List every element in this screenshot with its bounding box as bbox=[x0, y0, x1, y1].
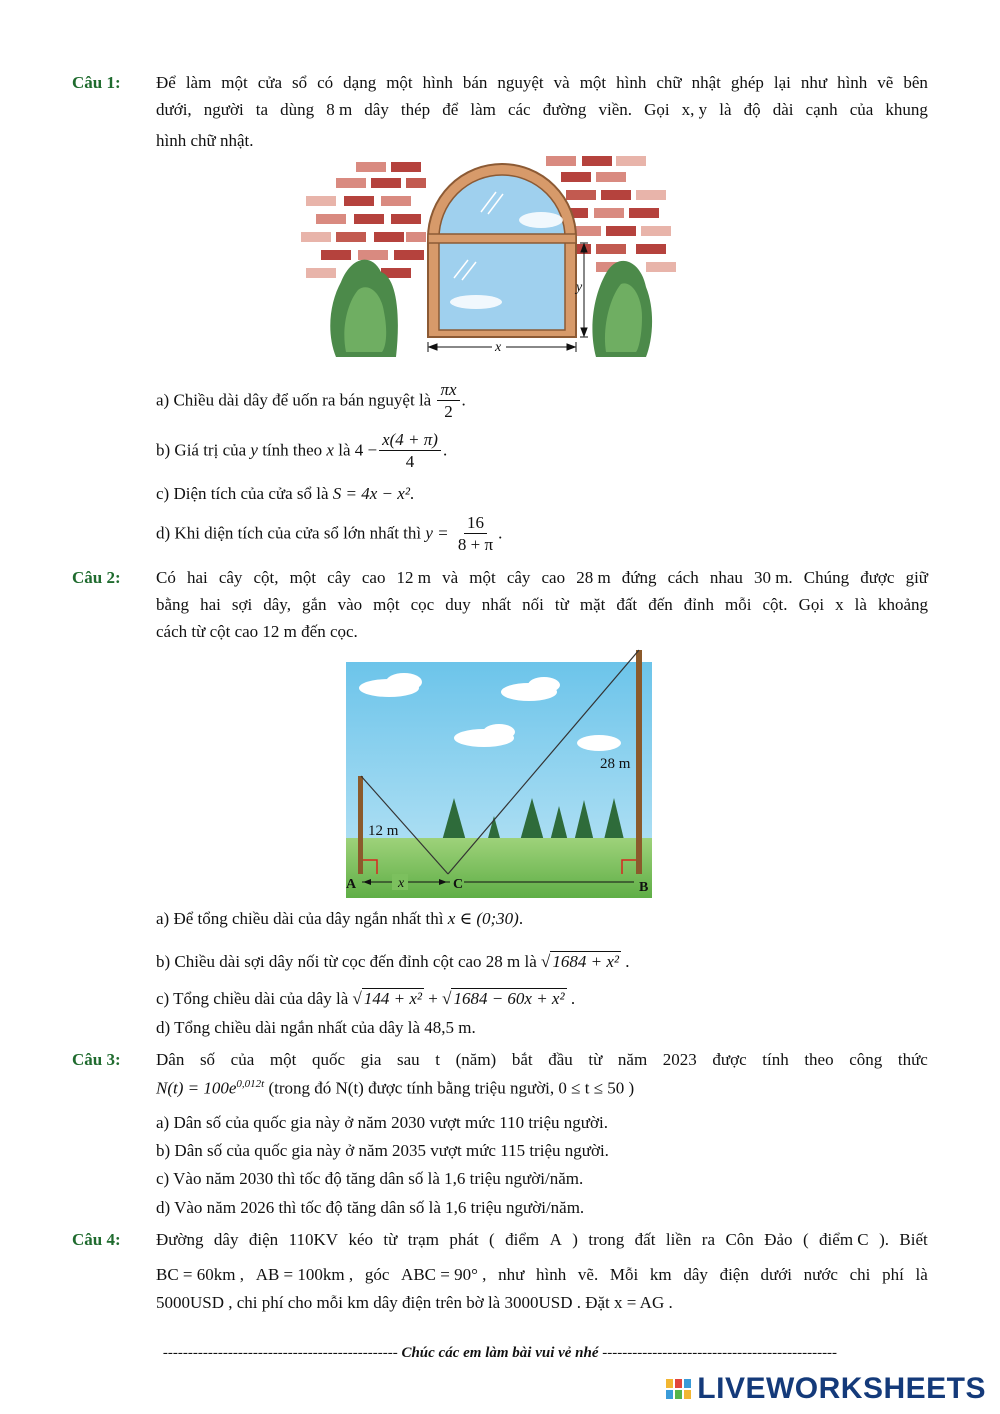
word: là bbox=[915, 1265, 928, 1284]
word: ghép bbox=[730, 73, 764, 92]
word: 110KV bbox=[288, 1230, 339, 1249]
q4-line-3: 5000USD , chi phí cho mỗi km dây điện trên bờ là 3000USD . Đặt x = AG . bbox=[156, 1293, 673, 1312]
word: cạnh bbox=[805, 100, 838, 119]
word: theo bbox=[804, 1050, 834, 1069]
word: cọc bbox=[410, 595, 435, 614]
word: khung bbox=[885, 100, 928, 119]
word: x bbox=[835, 595, 844, 614]
word: ( bbox=[489, 1230, 495, 1249]
word: nhật bbox=[691, 73, 721, 92]
word: đầu bbox=[548, 1050, 573, 1069]
word: 28 m bbox=[576, 568, 611, 587]
q1-line-1 bbox=[156, 73, 928, 93]
word: cột. bbox=[762, 595, 788, 614]
short-pole bbox=[358, 776, 363, 874]
word: vào bbox=[337, 595, 363, 614]
word: một bbox=[386, 73, 413, 92]
word: đứng bbox=[621, 568, 657, 587]
word: trong bbox=[588, 1230, 625, 1249]
word: 8 m bbox=[326, 100, 353, 119]
word: AB = 100km , bbox=[255, 1265, 354, 1284]
word: phát bbox=[449, 1230, 479, 1249]
word: đất bbox=[616, 595, 638, 614]
word: một bbox=[269, 1050, 297, 1069]
word: của bbox=[849, 100, 874, 119]
q1-option-b: b) Giá trị của y tính theo x là 4 − $\frac{x(4 + \pi)}{4}$ . bbox=[156, 430, 448, 471]
word: x, y bbox=[681, 100, 708, 119]
word: cao bbox=[361, 568, 386, 587]
word: và bbox=[553, 73, 570, 92]
word: Gọi bbox=[798, 595, 825, 614]
word: điểm bbox=[505, 1230, 540, 1249]
q1-line-2 bbox=[156, 100, 928, 120]
word: gắn bbox=[302, 595, 327, 614]
poles-figure bbox=[344, 648, 660, 898]
word: kéo bbox=[348, 1230, 373, 1249]
label-C: C bbox=[453, 877, 464, 892]
label-x: x bbox=[398, 876, 405, 891]
word: một bbox=[289, 568, 317, 587]
word: thép bbox=[400, 100, 431, 119]
word: đường bbox=[542, 100, 587, 119]
word: nhất bbox=[481, 595, 512, 614]
word: để bbox=[442, 100, 459, 119]
word: (năm) bbox=[455, 1050, 497, 1069]
word: gia bbox=[360, 1050, 382, 1069]
word: duy bbox=[445, 595, 471, 614]
word: đất bbox=[634, 1230, 656, 1249]
label-B: B bbox=[639, 880, 649, 895]
footer-message: ----------------------------------------------- Chúc các em làm bài vui vẻ nhé ----------------------------------------------- bbox=[162, 1345, 838, 1361]
word: dùng bbox=[280, 100, 315, 119]
word: các bbox=[507, 100, 531, 119]
question-4-label: Câu 4: bbox=[72, 1230, 121, 1249]
word: Biết bbox=[899, 1230, 928, 1249]
word: chi bbox=[849, 1265, 871, 1284]
word: từ bbox=[554, 595, 569, 614]
label-12m: 12 m bbox=[368, 823, 399, 839]
label-A: A bbox=[346, 877, 357, 892]
q1-line-3: hình chữ nhật. bbox=[156, 131, 254, 150]
word: Dân bbox=[156, 1050, 185, 1069]
word: vẽ bbox=[877, 73, 894, 92]
q2-line-3: cách từ cột cao 12 m đến cọc. bbox=[156, 622, 358, 641]
q1-option-a: a) Chiều dài dây để uốn ra bán nguyệt là $\frac{\pi x}{2}$ . bbox=[156, 380, 466, 421]
word: sau bbox=[396, 1050, 420, 1069]
word: như bbox=[498, 1265, 525, 1284]
q1-option-c: c) Diện tích của cửa sổ là S = 4x − x². bbox=[156, 484, 415, 503]
word: điện bbox=[719, 1265, 749, 1284]
word: một bbox=[373, 595, 400, 614]
tall-pole bbox=[636, 650, 642, 874]
word: một bbox=[469, 568, 496, 587]
word: hình bbox=[616, 73, 647, 92]
word: điện bbox=[248, 1230, 279, 1249]
q4-line-1 bbox=[156, 1230, 928, 1250]
word: dây bbox=[683, 1265, 708, 1284]
word: khoảng bbox=[877, 595, 928, 614]
word: Mỗi bbox=[609, 1265, 639, 1284]
word: từ bbox=[588, 1050, 603, 1069]
word: hai bbox=[186, 568, 208, 587]
word: Có bbox=[156, 568, 176, 587]
word: nối bbox=[522, 595, 544, 614]
word: dạng bbox=[343, 73, 377, 92]
word: lại bbox=[773, 73, 791, 92]
word: làm bbox=[185, 73, 212, 92]
word: Chúng bbox=[803, 568, 850, 587]
word: sợi bbox=[231, 595, 253, 614]
q2-option-a: a) Để tổng chiều dài của dây ngắn nhất thì x ∈ (0;30). bbox=[156, 909, 524, 928]
word: làm bbox=[470, 100, 496, 119]
word: đỉnh bbox=[683, 595, 714, 614]
word: 30 m. bbox=[753, 568, 793, 587]
q2-option-c: c) Tổng chiều dài của dây là √ 144 + x² + √ 1684 − 60x + x² . bbox=[156, 989, 576, 1008]
word: phí bbox=[882, 1265, 904, 1284]
q3-option-b: b) Dân số của quốc gia này ở năm 2035 vượt mức 115 triệu người. bbox=[156, 1141, 609, 1160]
word: bán bbox=[462, 73, 488, 92]
window-figure bbox=[296, 152, 688, 358]
word: quốc bbox=[311, 1050, 345, 1069]
q3-option-a: a) Dân số của quốc gia này ở năm 2030 vượt mức 110 triệu người. bbox=[156, 1113, 608, 1132]
window-frame bbox=[428, 164, 576, 337]
word: A bbox=[549, 1230, 562, 1249]
q2-option-b: b) Chiều dài sợi dây nối từ cọc đến đỉnh cột cao 28 m là √ 1684 + x² . bbox=[156, 952, 630, 971]
word: Côn bbox=[725, 1230, 754, 1249]
word: cột, bbox=[253, 568, 279, 587]
word: mỗi bbox=[725, 595, 752, 614]
word: Gọi bbox=[644, 100, 670, 119]
word: ( bbox=[802, 1230, 809, 1249]
fraction-pi-x-over-2: $\frac{\pi x}{2}$ bbox=[437, 380, 459, 423]
word: cao bbox=[541, 568, 566, 587]
q2-line-2 bbox=[156, 595, 928, 615]
fraction-16-over-8-plus-pi: $\frac{16}{8 + \pi}$ bbox=[457, 513, 494, 554]
word: hình bbox=[535, 1265, 567, 1284]
word: từ bbox=[383, 1230, 398, 1249]
label-y: y bbox=[576, 280, 583, 295]
q4-line-2 bbox=[156, 1265, 928, 1285]
q3-option-c: c) Vào năm 2030 thì tốc độ tăng dân số là 1,6 triệu người/năm. bbox=[156, 1169, 584, 1188]
q2-option-d: d) Tổng chiều dài ngắn nhất của dây là 48,5 m. bbox=[156, 1018, 476, 1037]
word: nguyệt bbox=[497, 73, 544, 92]
word: vẽ. bbox=[577, 1265, 599, 1284]
word: bắt bbox=[511, 1050, 533, 1069]
word: chữ bbox=[656, 73, 682, 92]
word: ra bbox=[701, 1230, 716, 1249]
word: sổ bbox=[292, 73, 308, 92]
word: ta bbox=[255, 100, 269, 119]
word: Đường bbox=[156, 1230, 204, 1249]
word: cây bbox=[506, 568, 531, 587]
word: có bbox=[317, 73, 334, 92]
word: dây bbox=[364, 100, 389, 119]
word: ABC = 90° , bbox=[401, 1265, 487, 1284]
word: mặt bbox=[579, 595, 606, 614]
word: cửa bbox=[257, 73, 283, 92]
q3-line-1 bbox=[156, 1050, 928, 1070]
question-2-label: Câu 2: bbox=[72, 568, 121, 587]
word: liền bbox=[665, 1230, 692, 1249]
word: t bbox=[435, 1050, 440, 1069]
q2-line-1 bbox=[156, 568, 928, 588]
q3-option-d: d) Vào năm 2026 thì tốc độ tăng dân số là 1,6 triệu người/năm. bbox=[156, 1198, 585, 1217]
word: công bbox=[849, 1050, 883, 1069]
word: thức bbox=[897, 1050, 928, 1069]
word: cây bbox=[327, 568, 351, 587]
word: số bbox=[199, 1050, 216, 1069]
label-x: x bbox=[495, 340, 502, 355]
brand-text: LIVEWORKSHEETS bbox=[697, 1372, 986, 1405]
liveworksheets-logo bbox=[666, 1372, 986, 1406]
word: độ bbox=[743, 100, 761, 119]
question-1-label: Câu 1: bbox=[72, 73, 121, 92]
word: 12 m bbox=[396, 568, 432, 587]
word: hình bbox=[422, 73, 453, 92]
word: dây bbox=[213, 1230, 239, 1249]
logo-icon bbox=[666, 1379, 691, 1399]
word: dưới bbox=[760, 1265, 792, 1284]
q1-option-d: d) Khi diện tích của cửa sổ lớn nhất thì y = $\frac{16}{8 + \pi}$ . bbox=[156, 513, 503, 554]
word: là bbox=[854, 595, 867, 614]
word: ). bbox=[879, 1230, 889, 1249]
q3-line-2: $N(t) = 100e^{0,012t}$ (trong đó N(t) được tính bằng triệu người, 0 ≤ t ≤ 50 ) bbox=[156, 1078, 635, 1098]
word: và bbox=[442, 568, 459, 587]
word: như bbox=[800, 73, 828, 92]
word: một bbox=[579, 73, 607, 92]
word: của bbox=[230, 1050, 255, 1069]
question-3-label: Câu 3: bbox=[72, 1050, 121, 1069]
word: km bbox=[649, 1265, 672, 1284]
word: được bbox=[712, 1050, 747, 1069]
word: trạm bbox=[407, 1230, 439, 1249]
word: nhau bbox=[709, 568, 743, 587]
word: cây bbox=[218, 568, 243, 587]
word: dài bbox=[772, 100, 794, 119]
word: cách bbox=[667, 568, 699, 587]
word: viền. bbox=[598, 100, 633, 119]
word: điểm C bbox=[819, 1230, 869, 1249]
word: góc bbox=[364, 1265, 390, 1284]
word: bên bbox=[903, 73, 928, 92]
word: đến bbox=[648, 595, 673, 614]
word: năm bbox=[617, 1050, 648, 1069]
word: là bbox=[719, 100, 732, 119]
word: Để bbox=[156, 73, 176, 92]
word: nước bbox=[803, 1265, 838, 1284]
word: ) bbox=[572, 1230, 578, 1249]
word: BC = 60km , bbox=[156, 1265, 244, 1284]
word: một bbox=[221, 73, 248, 92]
label-28m: 28 m bbox=[600, 756, 631, 772]
word: được bbox=[860, 568, 895, 587]
word: Đảo bbox=[764, 1230, 793, 1249]
word: dây, bbox=[263, 595, 291, 614]
word: bằng bbox=[156, 595, 190, 614]
fraction-y-of-x: $\frac{x(4 + \pi)}{4}$ bbox=[379, 430, 441, 473]
word: 2023 bbox=[662, 1050, 697, 1069]
word: hình bbox=[837, 73, 868, 92]
word: tính bbox=[762, 1050, 789, 1069]
word: người bbox=[203, 100, 244, 119]
word: dưới, bbox=[156, 100, 192, 119]
word: giữ bbox=[905, 568, 928, 587]
word: hai bbox=[200, 595, 221, 614]
